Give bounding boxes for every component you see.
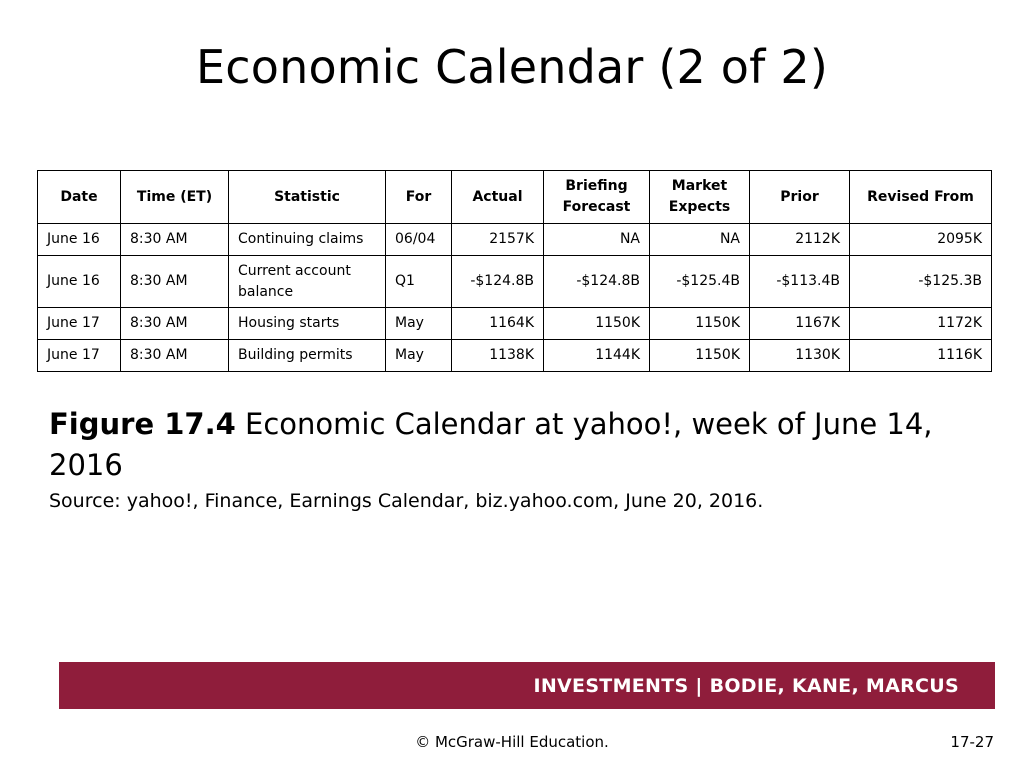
cell-market-expects: 1150K — [650, 308, 750, 340]
banner-text: INVESTMENTS | BODIE, KANE, MARCUS — [533, 675, 959, 697]
cell-time: 8:30 AM — [121, 224, 229, 256]
cell-actual: 1164K — [452, 308, 544, 340]
table-row — [38, 224, 992, 256]
header-market-expects: Market Expects — [650, 171, 750, 224]
cell-statistic: Housing starts — [229, 308, 386, 340]
header-statistic: Statistic — [229, 171, 386, 224]
economic-calendar-table — [37, 170, 992, 372]
copyright-notice: © McGraw-Hill Education. — [415, 733, 609, 751]
cell-time: 8:30 AM — [121, 256, 229, 308]
cell-statistic: Continuing claims — [229, 224, 386, 256]
cell-revised-from: -$125.3B — [850, 256, 992, 308]
cell-briefing-forecast: 1150K — [544, 308, 650, 340]
cell-statistic: Building permits — [229, 340, 386, 372]
cell-briefing-forecast: 1144K — [544, 340, 650, 372]
cell-prior: 1167K — [750, 308, 850, 340]
cell-time: 8:30 AM — [121, 340, 229, 372]
footer-banner — [59, 662, 995, 709]
header-revised-from: Revised From — [850, 171, 992, 224]
source-note: Source: yahoo!, Finance, Earnings Calendar, biz.yahoo.com, June 20, 2016. — [49, 490, 764, 512]
cell-date: June 16 — [38, 224, 121, 256]
table-row — [38, 256, 992, 308]
cell-market-expects: NA — [650, 224, 750, 256]
cell-time: 8:30 AM — [121, 308, 229, 340]
cell-actual: 1138K — [452, 340, 544, 372]
page-number: 17-27 — [950, 733, 994, 751]
cell-prior: -$113.4B — [750, 256, 850, 308]
figure-caption-text: Economic Calendar at yahoo!, week of June 14, 2016 — [49, 407, 933, 482]
header-actual: Actual — [452, 171, 544, 224]
cell-date: June 17 — [38, 340, 121, 372]
cell-market-expects: 1150K — [650, 340, 750, 372]
header-for: For — [386, 171, 452, 224]
cell-for: 06/04 — [386, 224, 452, 256]
figure-label: Figure 17.4 — [49, 407, 236, 441]
cell-revised-from: 1116K — [850, 340, 992, 372]
cell-briefing-forecast: NA — [544, 224, 650, 256]
cell-prior: 1130K — [750, 340, 850, 372]
figure-caption — [49, 404, 999, 486]
table-row — [38, 340, 992, 372]
header-time: Time (ET) — [121, 171, 229, 224]
cell-date: June 16 — [38, 256, 121, 308]
cell-date: June 17 — [38, 308, 121, 340]
cell-for: May — [386, 340, 452, 372]
header-briefing-forecast: Briefing Forecast — [544, 171, 650, 224]
slide-title: Economic Calendar (2 of 2) — [196, 40, 828, 94]
header-date: Date — [38, 171, 121, 224]
cell-market-expects: -$125.4B — [650, 256, 750, 308]
cell-statistic: Current account balance — [229, 256, 386, 308]
cell-revised-from: 2095K — [850, 224, 992, 256]
cell-actual: 2157K — [452, 224, 544, 256]
cell-prior: 2112K — [750, 224, 850, 256]
table-row — [38, 308, 992, 340]
cell-for: Q1 — [386, 256, 452, 308]
table-header-row — [38, 171, 992, 224]
cell-actual: -$124.8B — [452, 256, 544, 308]
cell-for: May — [386, 308, 452, 340]
header-prior: Prior — [750, 171, 850, 224]
cell-briefing-forecast: -$124.8B — [544, 256, 650, 308]
cell-revised-from: 1172K — [850, 308, 992, 340]
